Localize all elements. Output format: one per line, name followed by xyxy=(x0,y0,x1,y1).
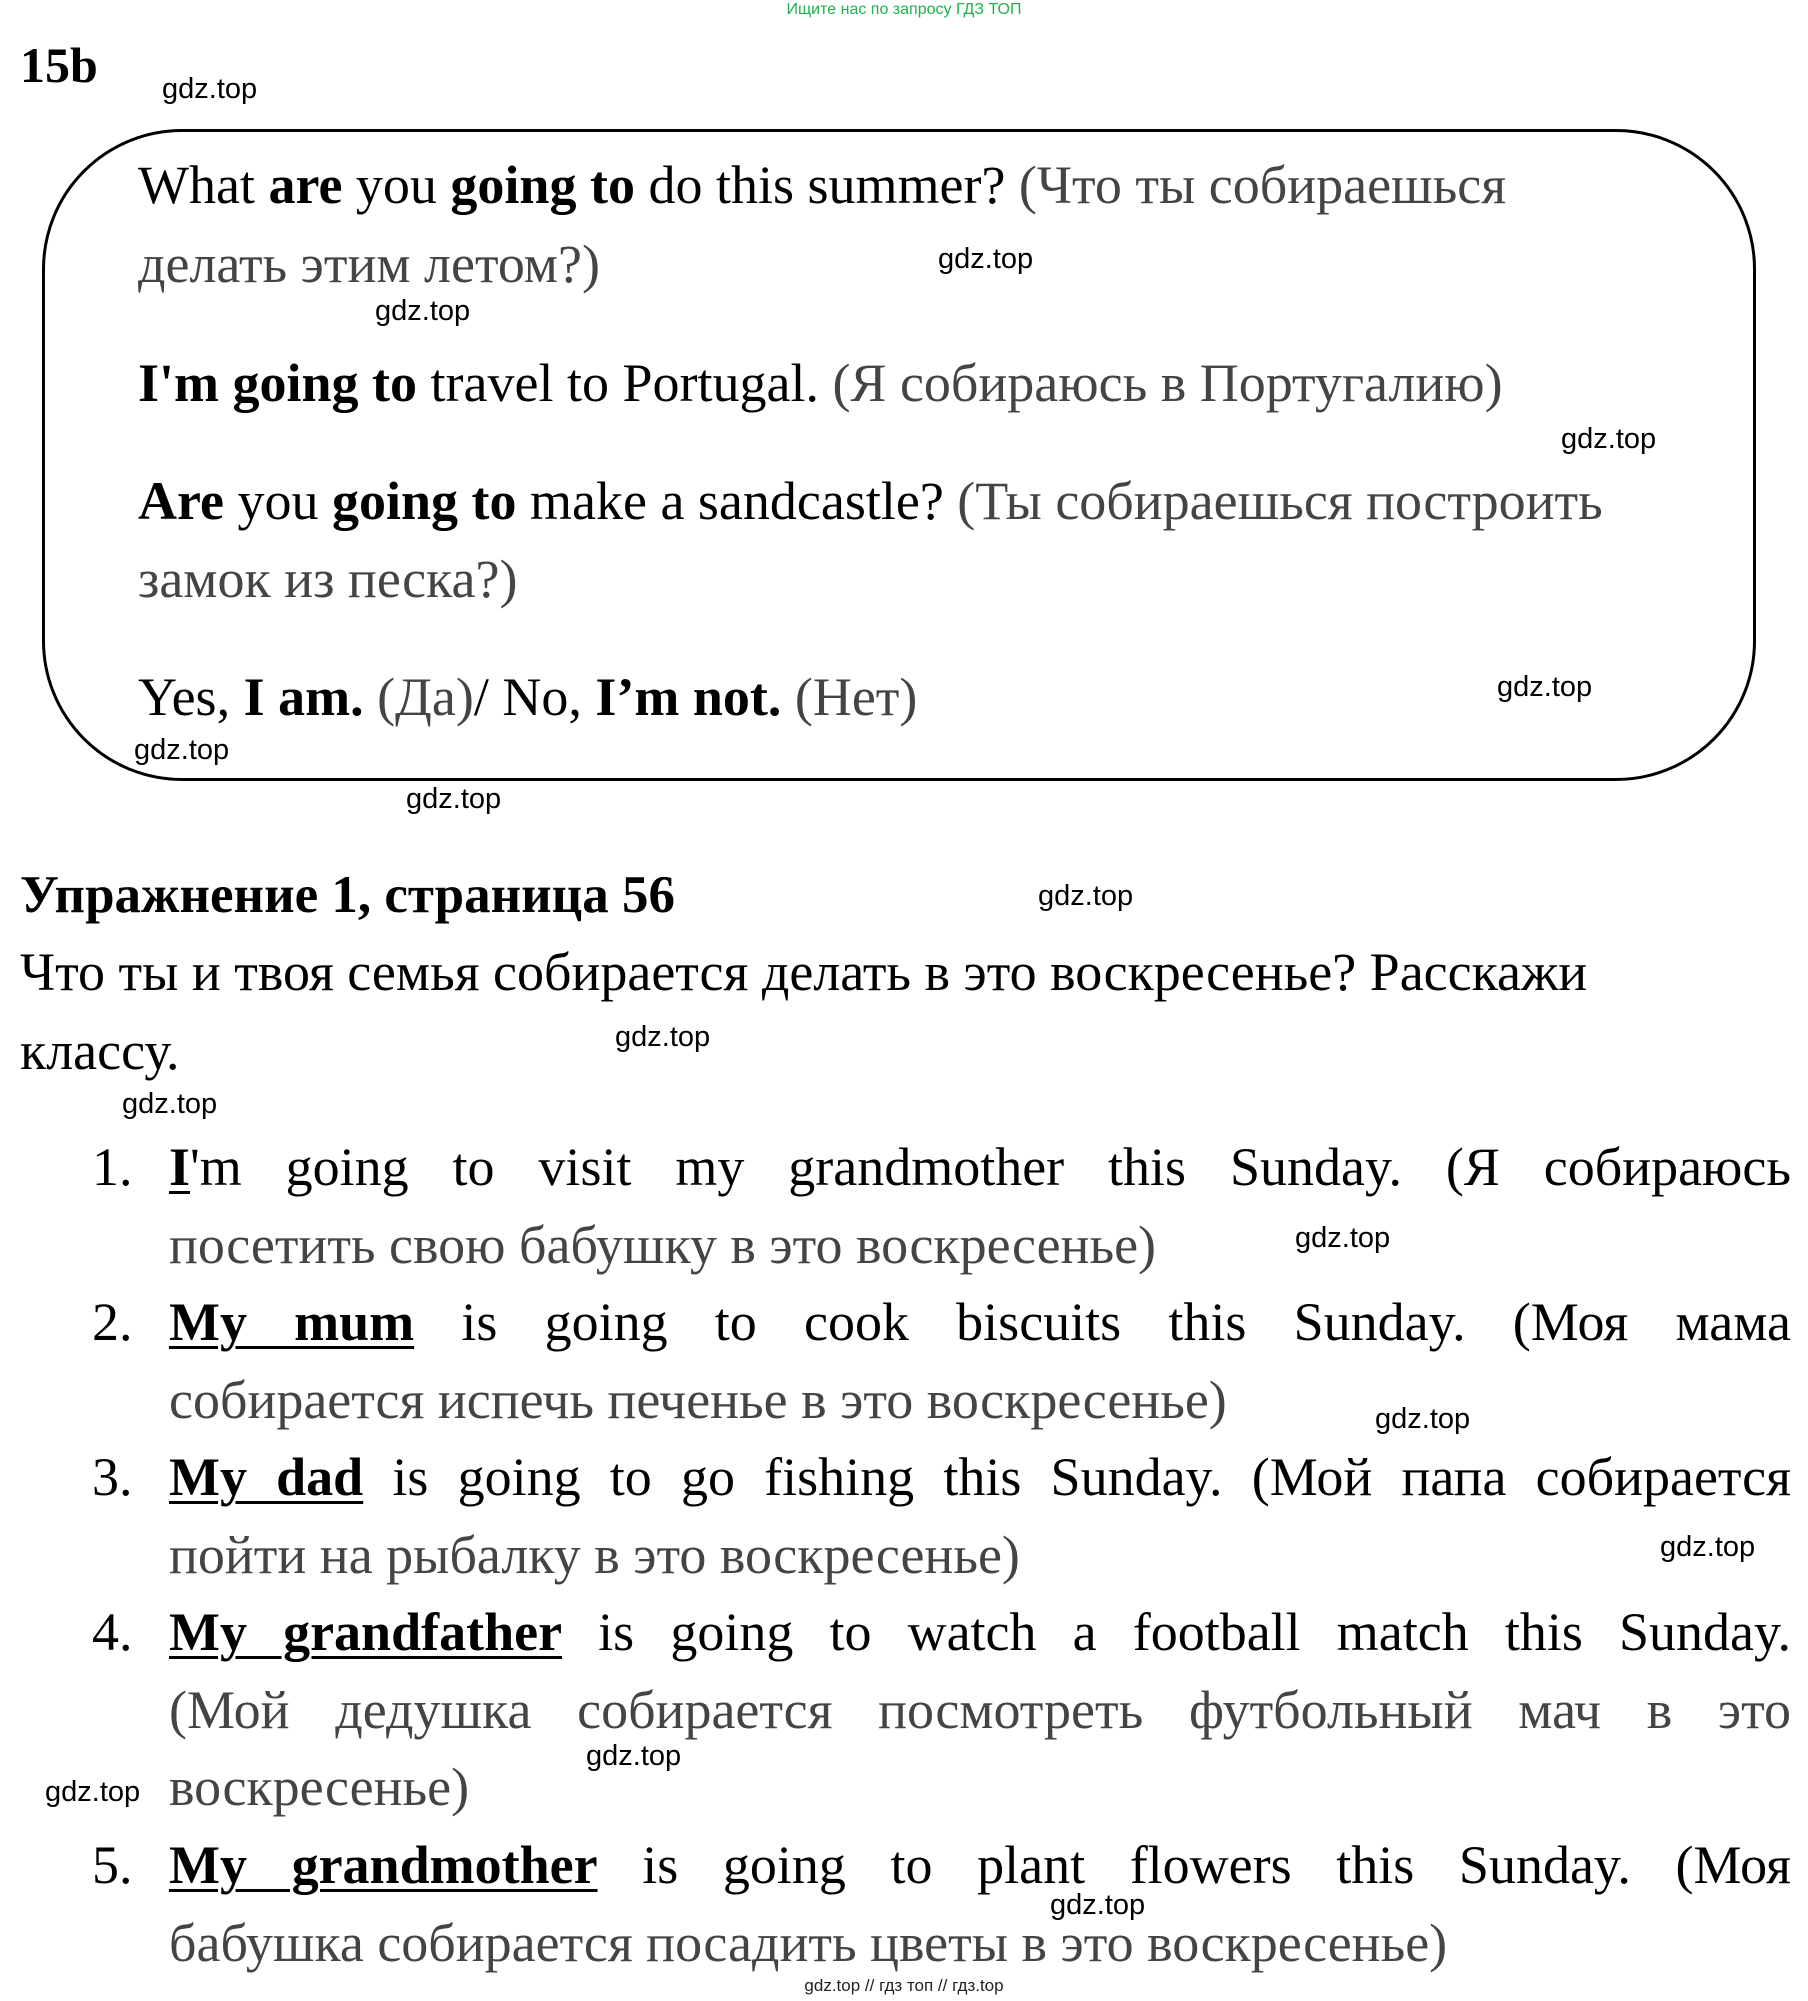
rule-bold: I'm going to xyxy=(138,353,418,413)
watermark: gdz.top xyxy=(1038,880,1134,912)
answer-item-2-line-2: собирается испечь печенье в это воскресенье) xyxy=(169,1370,1227,1430)
watermark: gdz.top xyxy=(1561,423,1657,455)
answer-item-4-line-2: (Мой дедушка собирается посмотреть футбольный мач в это xyxy=(169,1680,1791,1740)
rule-text: you xyxy=(223,471,332,531)
watermark: gdz.top xyxy=(1295,1222,1391,1254)
watermark: gdz.top xyxy=(134,734,230,766)
rule-text: make a sandcastle? xyxy=(516,471,958,531)
section-heading: 15b xyxy=(20,37,98,93)
rule-text: / No, xyxy=(473,667,596,727)
answer-item-2-line-1 xyxy=(169,1292,1791,1352)
watermark: gdz.top xyxy=(375,295,471,327)
rule-line-4 xyxy=(138,471,1603,531)
rule-line-2: делать этим летом?) xyxy=(138,234,600,294)
rule-text: do this summer? xyxy=(634,155,1019,215)
answer-item-5-line-2: бабушка собирается посадить цветы в это воскресенье) xyxy=(169,1913,1448,1973)
item-text: is going to watch a football match this Sunday. xyxy=(562,1602,1792,1662)
answer-item-4-line-1 xyxy=(169,1602,1792,1662)
item-subject: My dad xyxy=(169,1447,364,1507)
answer-item-5-line-1 xyxy=(169,1835,1791,1895)
rule-bold: I am. xyxy=(243,667,364,727)
top-note: Ищите нас по запросу ГДЗ ТОП xyxy=(786,1,1022,18)
answer-item-1-line-1 xyxy=(169,1137,1791,1197)
rule-bold: going to xyxy=(331,471,517,531)
watermark: gdz.top xyxy=(1497,671,1593,703)
rule-text: you xyxy=(342,155,451,215)
rule-line-5: замок из песка?) xyxy=(138,549,518,609)
watermark: gdz.top xyxy=(122,1088,218,1120)
item-number: 5. xyxy=(92,1835,133,1895)
answer-item-1-line-2: посетить свою бабушку в это воскресенье) xyxy=(169,1215,1157,1275)
rule-text: What xyxy=(138,155,269,215)
answer-item-3-line-2: пойти на рыбалку в это воскресенье) xyxy=(169,1525,1020,1585)
watermark: gdz.top xyxy=(45,1776,141,1808)
watermark: gdz.top xyxy=(1050,1889,1146,1921)
item-subject: I xyxy=(169,1137,191,1197)
rule-translation: (Да) xyxy=(363,667,474,727)
item-text: is going to go fishing this Sunday. (Мой папа собирается xyxy=(363,1447,1791,1507)
rule-bold: Are xyxy=(138,471,224,531)
rule-line-1 xyxy=(138,155,1507,215)
item-number: 4. xyxy=(92,1602,133,1662)
rule-bold: are xyxy=(268,155,343,215)
item-subject: My mum xyxy=(169,1292,415,1352)
watermark: gdz.top xyxy=(406,783,502,815)
exercise-task-line-2: классу. xyxy=(20,1021,180,1081)
rule-translation: (Ты собираешься построить xyxy=(957,471,1603,531)
answer-item-3-line-1 xyxy=(169,1447,1791,1507)
rule-translation: (Я собираюсь в Португалию) xyxy=(832,353,1503,413)
item-number: 3. xyxy=(92,1447,133,1507)
rule-bold: going to xyxy=(450,155,635,215)
footer-note: gdz.top // гдз топ // гдз.top xyxy=(804,1976,1004,1995)
rule-line-3 xyxy=(138,353,1503,413)
watermark: gdz.top xyxy=(938,243,1034,275)
rule-translation: (Нет) xyxy=(781,667,918,727)
watermark: gdz.top xyxy=(586,1740,682,1772)
item-subject: My grandmother xyxy=(169,1835,598,1895)
rule-line-6 xyxy=(138,667,918,727)
item-number: 1. xyxy=(92,1137,133,1197)
item-text: 'm going to visit my grandmother this Sunday. (Я собираюсь xyxy=(190,1137,1791,1197)
rule-text: travel to Portugal. xyxy=(417,353,833,413)
watermark: gdz.top xyxy=(1660,1531,1756,1563)
exercise-title: Упражнение 1, страница 56 xyxy=(20,866,675,924)
rule-translation: (Что ты собираешься xyxy=(1018,155,1507,215)
item-text: is going to cook biscuits this Sunday. (Моя мама xyxy=(414,1292,1791,1352)
answer-item-4-line-3: воскресенье) xyxy=(169,1757,470,1817)
exercise-task-line-1: Что ты и твоя семья собирается делать в это воскресенье? Расскажи xyxy=(20,942,1588,1002)
watermark: gdz.top xyxy=(162,73,258,105)
rule-bold: I’m not. xyxy=(595,667,782,727)
watermark: gdz.top xyxy=(615,1021,711,1053)
item-text: is going to plant flowers this Sunday. (Моя xyxy=(597,1835,1791,1895)
rule-text: Yes, xyxy=(138,667,244,727)
watermark: gdz.top xyxy=(1375,1403,1471,1435)
item-number: 2. xyxy=(92,1292,133,1352)
item-subject: My grandfather xyxy=(169,1602,563,1662)
